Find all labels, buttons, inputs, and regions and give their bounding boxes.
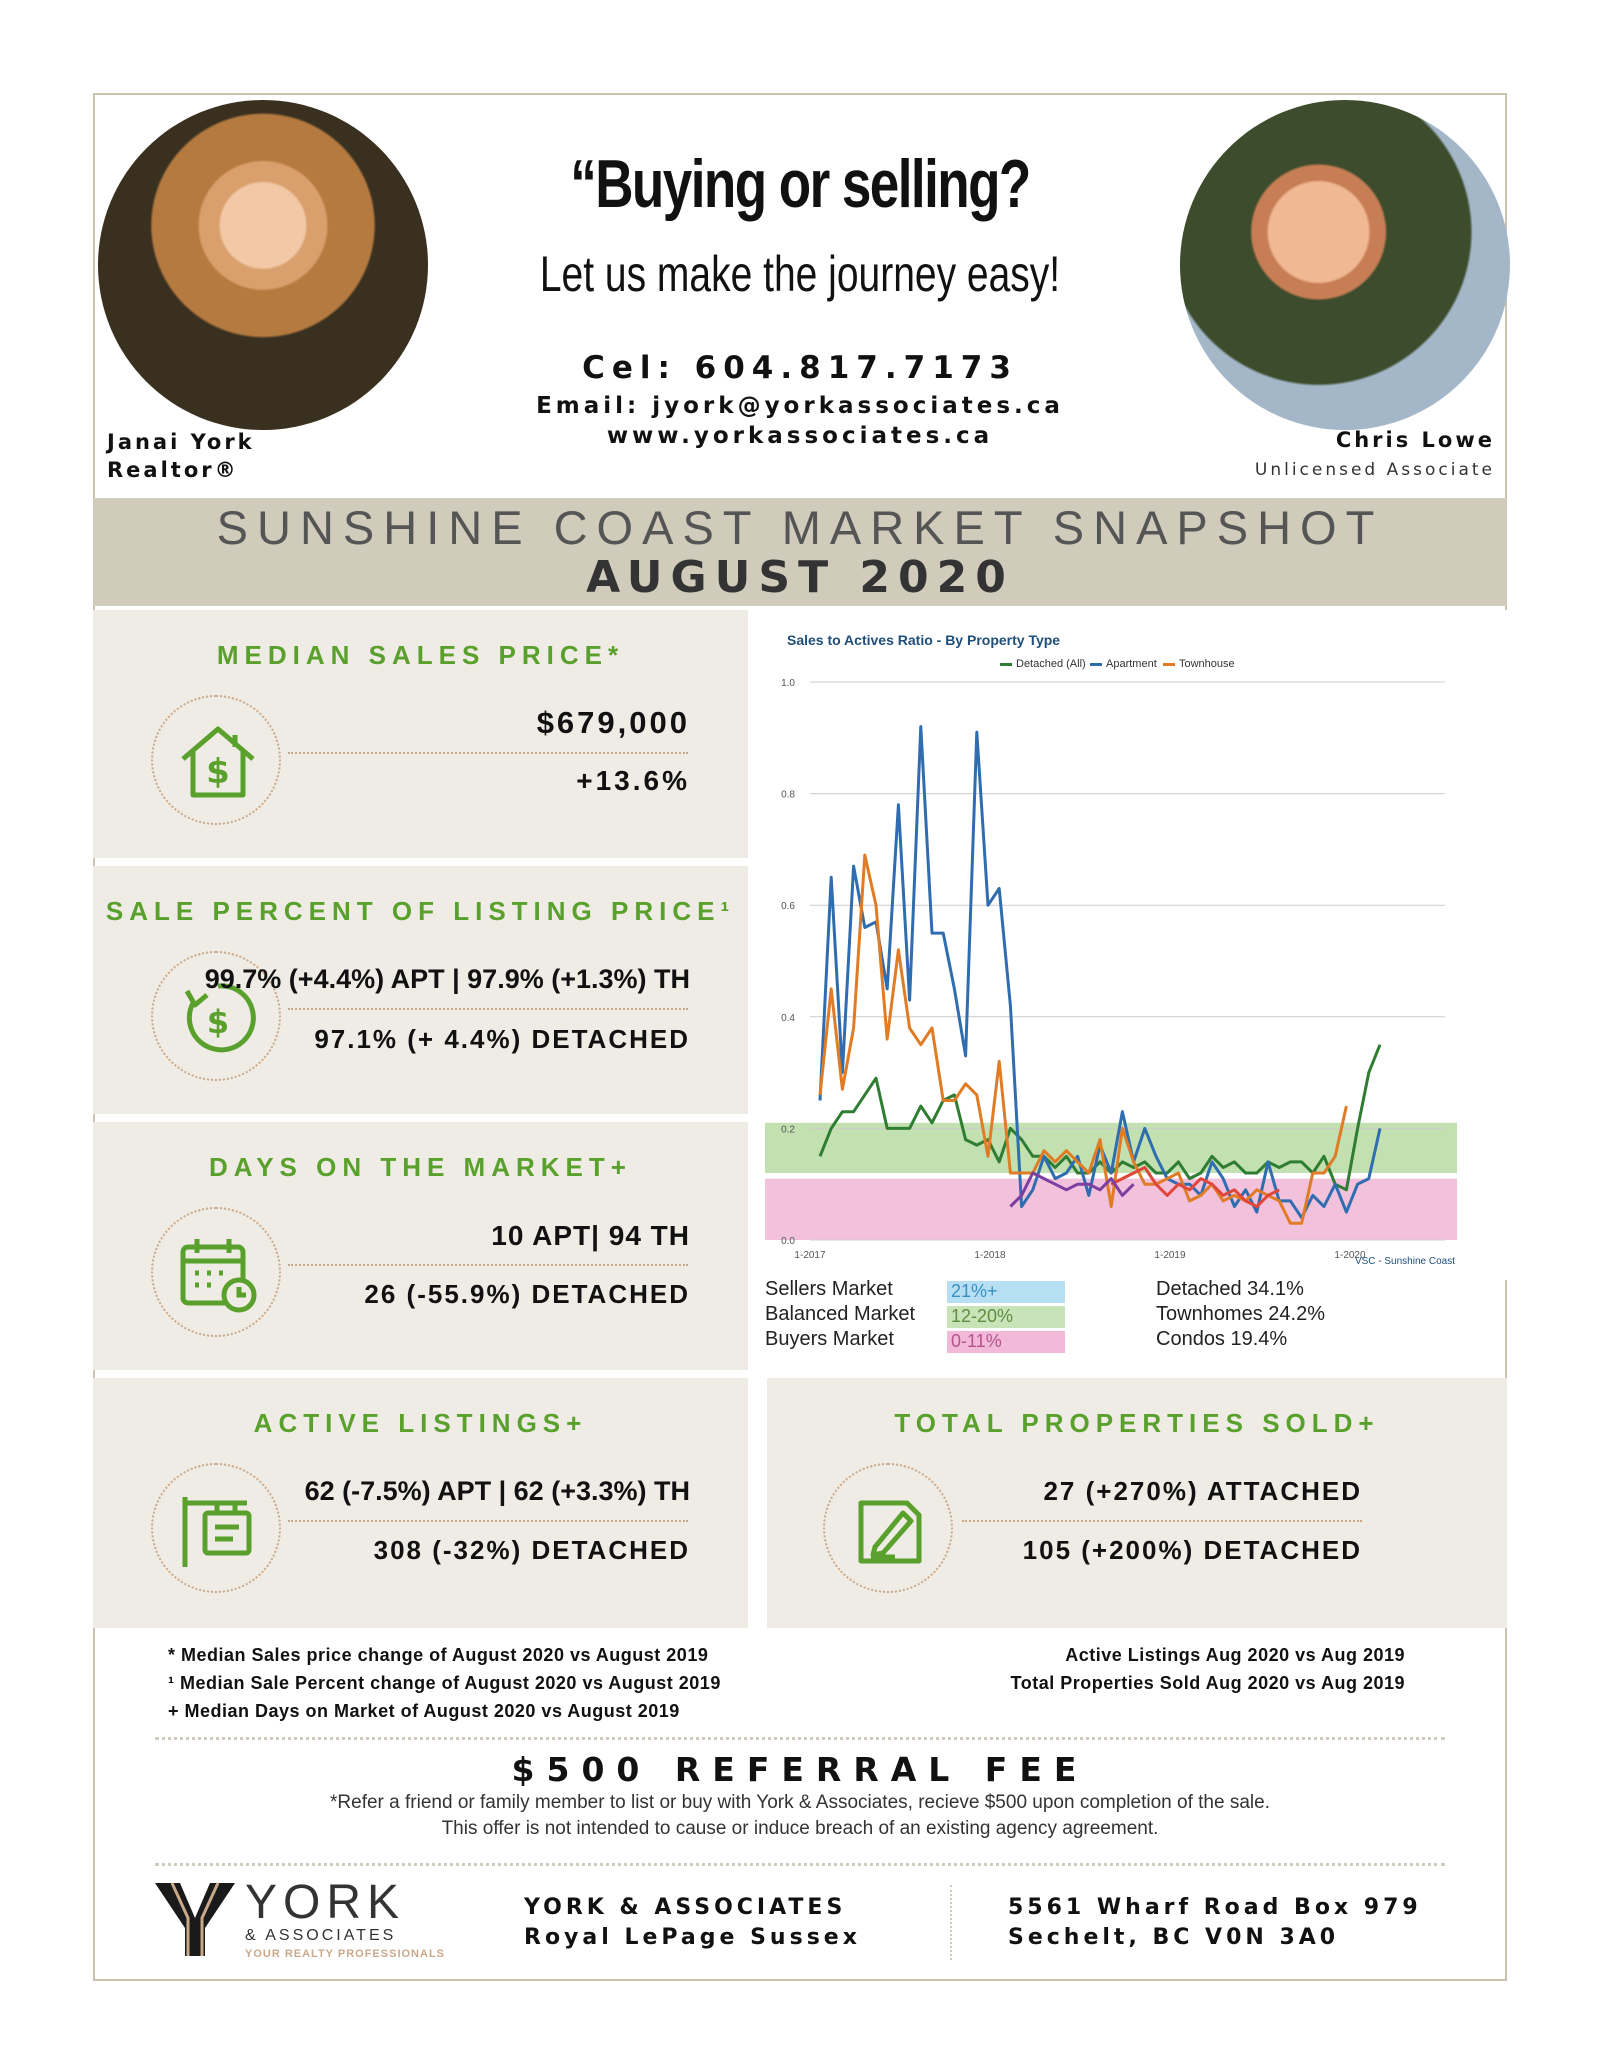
agent-name-left: Janai York (107, 430, 255, 454)
chart-source-note: VSC - Sunshine Coast (1354, 1256, 1455, 1267)
panel-sale-percent (93, 866, 748, 1114)
address-line-1: 5561 Wharf Road Box 979 (1008, 1895, 1422, 1920)
logo-subname: & ASSOCIATES (245, 1927, 397, 1944)
panel-days-on-market (93, 1122, 748, 1370)
subheadline: Let us make the journey easy! (539, 246, 1061, 302)
y-tick-label: 1.0 (781, 678, 795, 689)
active-listings-attached: 62 (-7.5%) APT | 62 (+3.3%) TH (304, 1476, 690, 1506)
y-tick-label: 0.0 (781, 1236, 795, 1247)
key-sellers-label: Sellers Market (765, 1278, 893, 1300)
y-tick-label: 0.8 (781, 789, 795, 801)
median-price-change: +13.6% (576, 765, 690, 796)
key-detached-share: Detached 34.1% (1156, 1278, 1304, 1300)
sale-percent-detached: 97.1% (+ 4.4%) DETACHED (314, 1024, 690, 1054)
svg-text:$: $ (206, 752, 230, 792)
calendar-clock-icon (151, 1207, 281, 1337)
phone-number[interactable]: Cel: 604.817.7173 (582, 350, 1018, 386)
report-month: AUGUST 2020 (586, 552, 1014, 603)
sold-detached: 105 (+200%) DETACHED (1022, 1535, 1362, 1565)
headline: “Buying or selling? (570, 146, 1030, 222)
agent-role-right: Unlicensed Associate (1254, 460, 1495, 480)
footnote-days-on-market: + Median Days on Market of August 2020 vs August 2019 (168, 1701, 680, 1721)
document-pen-icon (823, 1463, 953, 1593)
legend-apartment: Apartment (1090, 658, 1157, 670)
y-tick-label: 0.4 (781, 1012, 795, 1024)
panel-active-listings (93, 1378, 748, 1628)
y-tick-label: 0.6 (781, 901, 795, 913)
agent-photo-janai (98, 100, 428, 430)
days-on-market-attached: 10 APT| 94 TH (491, 1220, 690, 1251)
sign-post-icon (151, 1463, 281, 1593)
divider (288, 1520, 688, 1522)
divider (950, 1885, 952, 1960)
days-on-market-detached: 26 (-55.9%) DETACHED (364, 1279, 690, 1309)
legend-detached: Detached (All) (1000, 658, 1086, 670)
footnote-sale-percent: ¹ Median Sale Percent change of August 2020 vs August 2019 (168, 1673, 721, 1693)
panel-title: ACTIVE LISTINGS+ (253, 1408, 588, 1438)
email-address[interactable]: Email: jyork@yorkassociates.ca (536, 393, 1064, 419)
sold-attached: 27 (+270%) ATTACHED (1043, 1476, 1362, 1506)
key-condos-share: Condos 19.4% (1156, 1328, 1288, 1350)
referral-description: *Refer a friend or family member to list or buy with York & Associates, recieve $500 upon completion of the sale. (330, 1792, 1270, 1813)
x-tick-label: 1-2018 (974, 1250, 1006, 1261)
key-buyers-range: 0-11% (947, 1331, 1065, 1353)
logo-name: YORK (245, 1876, 406, 1929)
panel-title: MEDIAN SALES PRICE* (216, 640, 625, 670)
footnote-active-listings: Active Listings Aug 2020 vs Aug 2019 (1065, 1645, 1405, 1665)
median-price-value: $679,000 (536, 705, 690, 740)
market-band-buyers (765, 1179, 1457, 1240)
divider (155, 1737, 1445, 1740)
divider (288, 752, 688, 754)
footnote-median-price: * Median Sales price change of August 2020 vs August 2019 (168, 1645, 709, 1665)
sale-percent-attached: 99.7% (+4.4%) APT | 97.9% (+1.3%) TH (204, 964, 690, 994)
x-tick-label: 1-2017 (794, 1250, 826, 1261)
divider (288, 1008, 688, 1010)
panel-median-price (93, 610, 748, 858)
key-balanced-range: 12-20% (947, 1306, 1065, 1328)
agent-photo-chris (1180, 100, 1510, 430)
logo-tagline: YOUR REALTY PROFESSIONALS (245, 1948, 446, 1960)
report-title: SUNSHINE COAST MARKET SNAPSHOT (216, 501, 1384, 554)
divider (288, 1264, 688, 1266)
active-listings-detached: 308 (-32%) DETACHED (373, 1535, 690, 1565)
address-line-2: Sechelt, BC V0N 3A0 (1008, 1925, 1340, 1950)
key-balanced-label: Balanced Market (765, 1303, 916, 1325)
chart-title: Sales to Actives Ratio - By Property Type (787, 632, 1061, 648)
divider (155, 1863, 1445, 1866)
panel-total-sold (767, 1378, 1507, 1628)
panel-title: TOTAL PROPERTIES SOLD+ (894, 1408, 1380, 1438)
agent-role-left: Realtor® (107, 458, 239, 482)
agent-name-right: Chris Lowe (1335, 428, 1495, 452)
title-band (93, 498, 1507, 606)
york-logo-mark (150, 1878, 240, 1958)
referral-disclaimer: This offer is not intended to cause or induce breach of an existing agency agreement. (441, 1818, 1159, 1839)
panel-title: DAYS ON THE MARKET+ (209, 1152, 632, 1182)
legend-townhouse: Townhouse (1163, 658, 1235, 670)
svg-text:$: $ (206, 1003, 230, 1041)
key-sellers-range: 21%+ (947, 1281, 1065, 1303)
key-townhomes-share: Townhomes 24.2% (1156, 1303, 1325, 1325)
x-tick-label: 1-2019 (1154, 1250, 1186, 1261)
panel-title: SALE PERCENT OF LISTING PRICE¹ (105, 896, 736, 926)
x-tick-label: 1-2020 (1334, 1250, 1366, 1261)
y-tick-label: 0.2 (781, 1124, 795, 1136)
referral-title: $500 REFERRAL FEE (511, 1750, 1089, 1789)
brokerage-name: Royal LePage Sussex (524, 1925, 861, 1950)
key-buyers-label: Buyers Market (765, 1328, 894, 1350)
house-dollar-icon (151, 695, 281, 825)
ratio-line-chart (765, 670, 1507, 1280)
company-name: YORK & ASSOCIATES (524, 1895, 847, 1920)
divider (962, 1520, 1362, 1522)
website-link[interactable]: www.yorkassociates.ca (606, 423, 994, 449)
footnote-total-sold: Total Properties Sold Aug 2020 vs Aug 2019 (1010, 1673, 1405, 1693)
